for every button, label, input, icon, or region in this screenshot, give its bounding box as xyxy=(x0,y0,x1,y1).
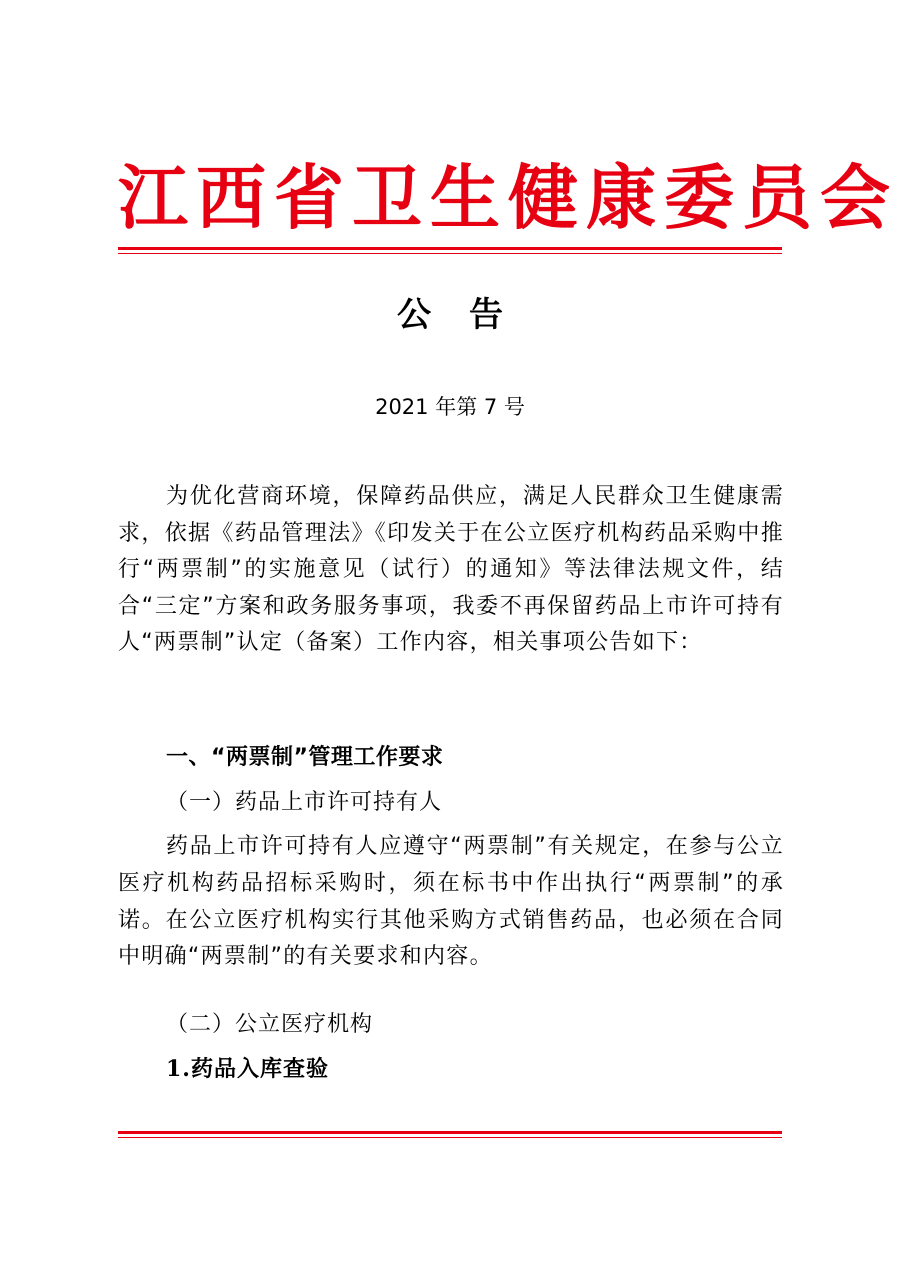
document-title: 公告 xyxy=(397,295,541,335)
subsection-2-heading: （二）公立医疗机构 xyxy=(166,1012,374,1037)
item-1-heading: 1.药品入库查验 xyxy=(166,1056,329,1082)
subsection-1-paragraph-block xyxy=(118,829,784,976)
header-red-rule xyxy=(118,247,782,250)
section-1-heading: 一、“两票制”管理工作要求 xyxy=(166,745,444,770)
intro-paragraph-block xyxy=(118,479,784,662)
footer-red-rule xyxy=(118,1131,782,1134)
document-number: 2021 年第 7 号 xyxy=(375,395,525,419)
organization-header: 江西省卫生健康委员会 xyxy=(118,157,898,239)
footer-red-rule-thin xyxy=(118,1137,782,1138)
intro-paragraph: 为优化营商环境，保障药品供应，满足人民群众卫生健康需求，依据《药品管理法》《印发关于在公立医疗机构药品采购中推行“两票制”的实施意见（试行）的通知》等法律法规文件，结合“三定”方案和政务服务事项，我委不再保留药品上市许可持有人“两票制”认定（备案）工作内容，相关事项公告如下： xyxy=(118,484,784,656)
header-red-rule-thin xyxy=(118,253,782,254)
subsection-1-paragraph: 药品上市许可持有人应遵守“两票制”有关规定，在参与公立医疗机构药品招标采购时，须在标书中作出执行“两票制”的承诺。在公立医疗机构实行其他采购方式销售药品，也必须在合同中明确“两票制”的有关要求和内容。 xyxy=(118,834,784,970)
subsection-1-heading: （一）药品上市许可持有人 xyxy=(166,790,443,815)
